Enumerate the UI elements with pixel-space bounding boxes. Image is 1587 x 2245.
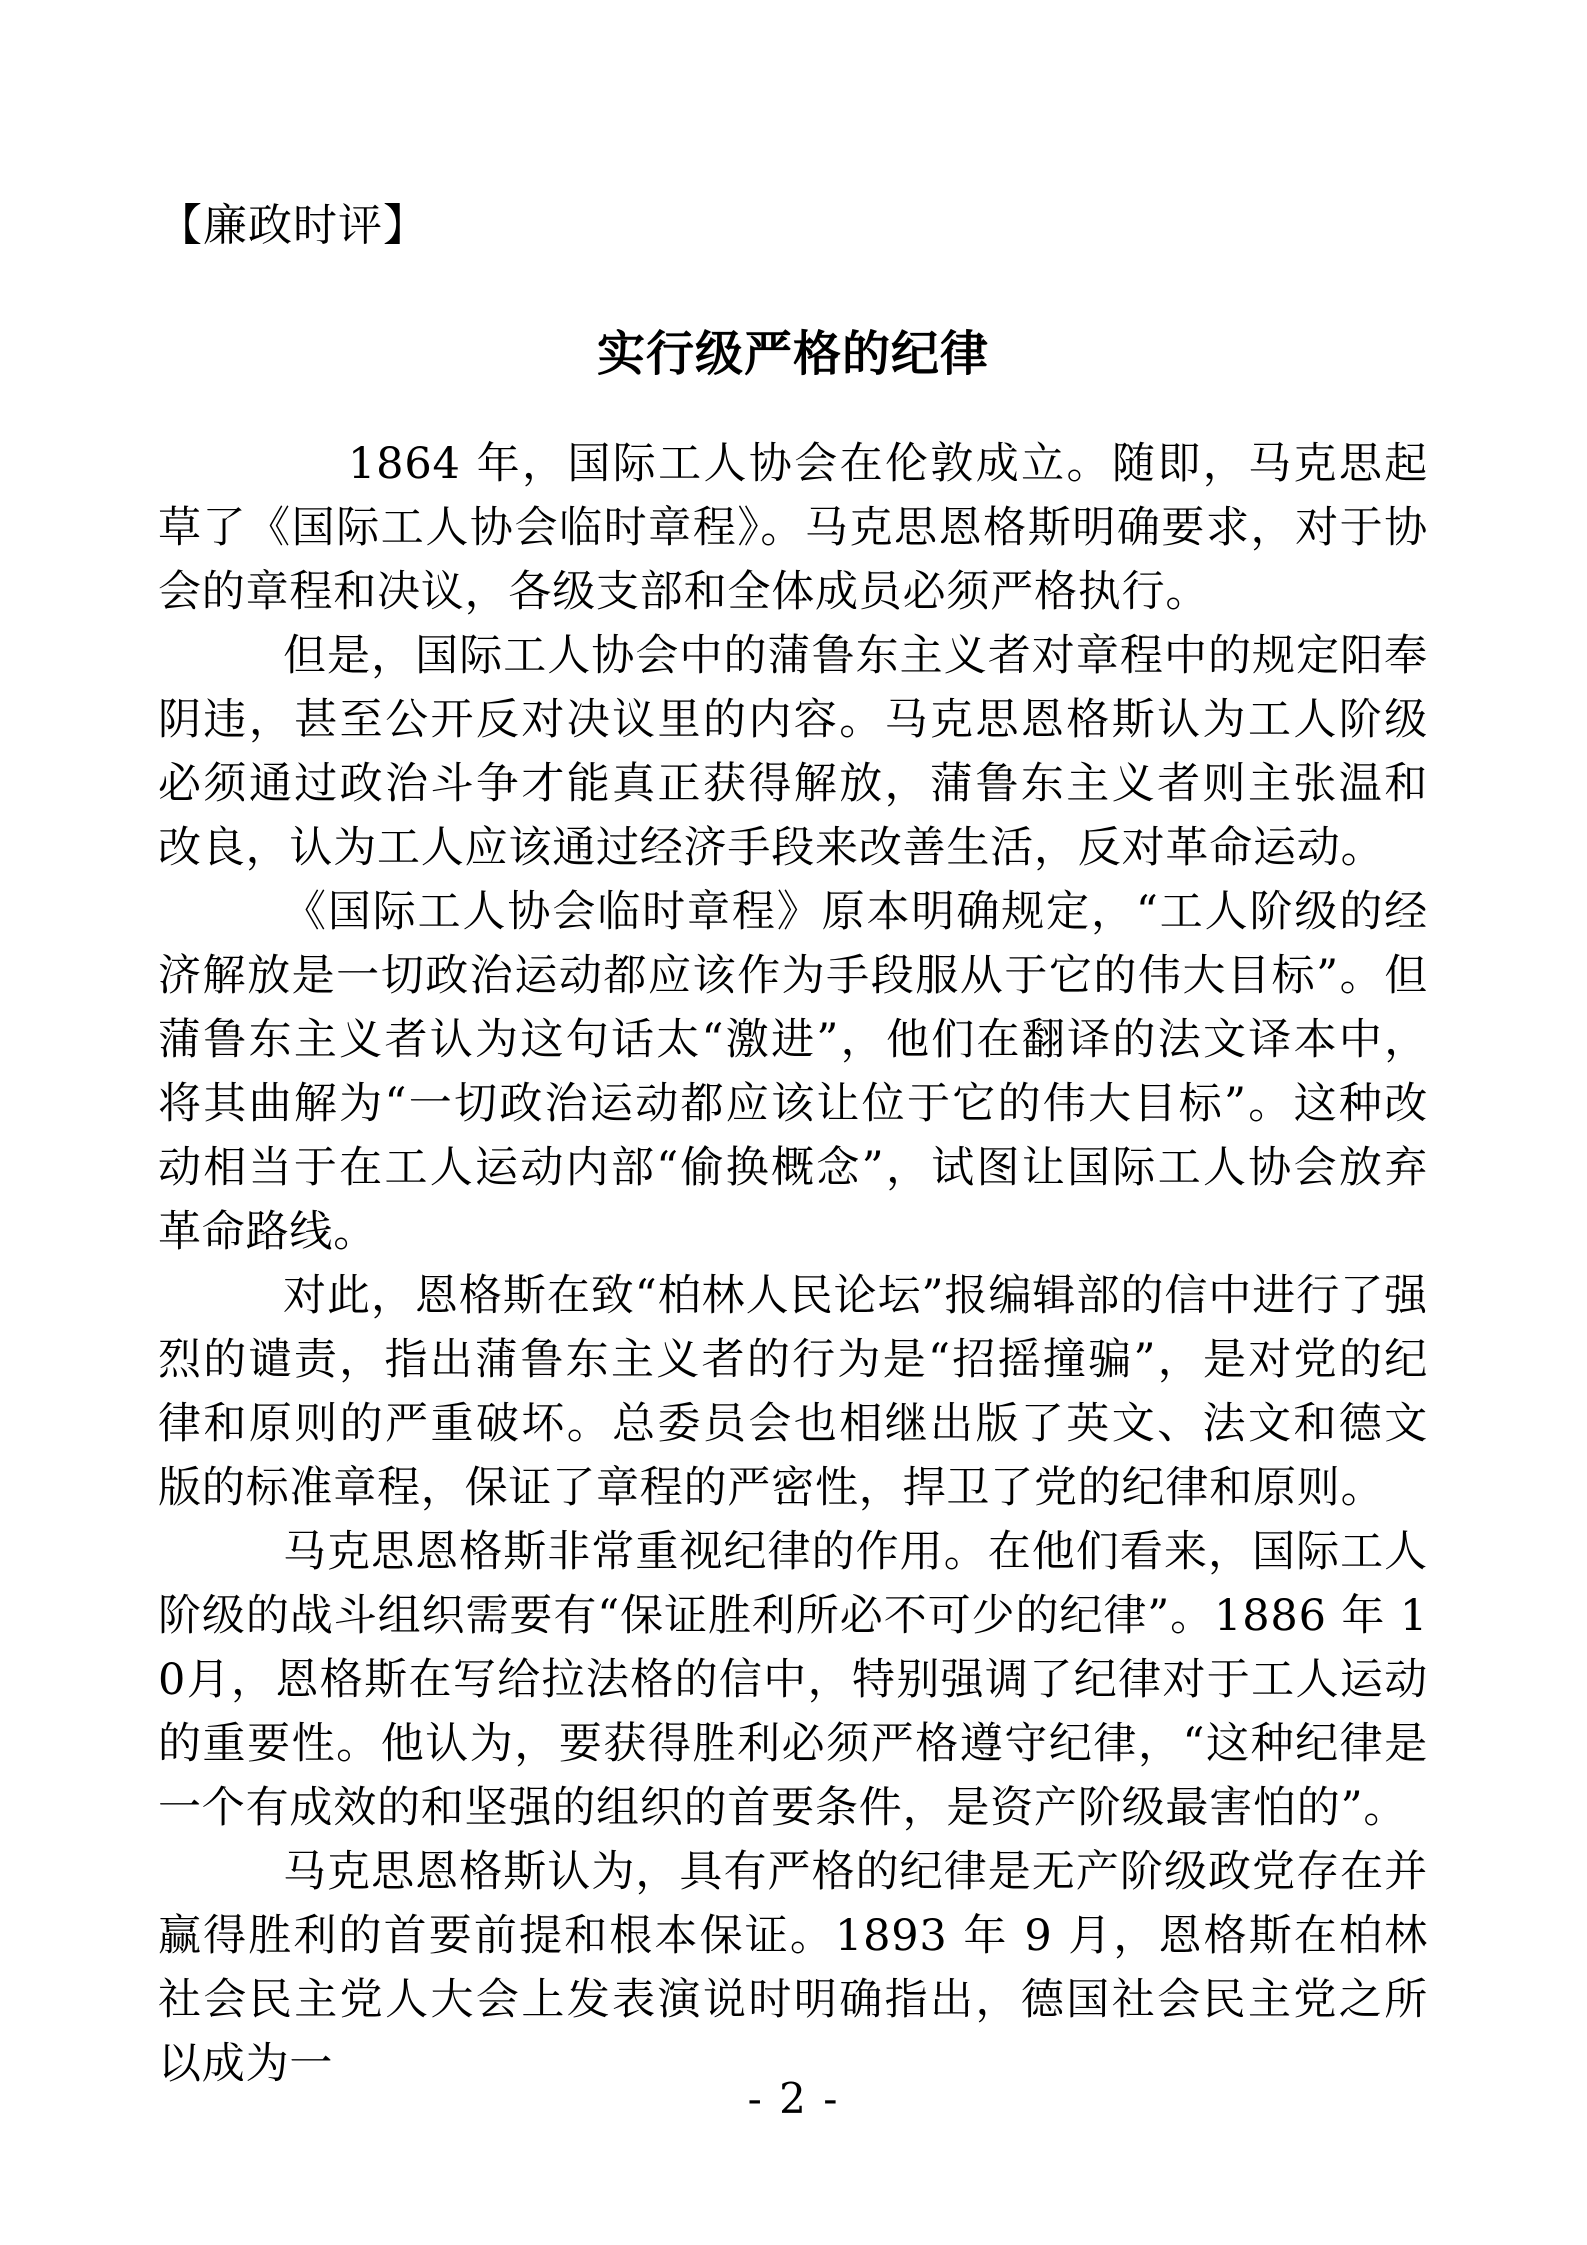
paragraph: 马克思恩格斯非常重视纪律的作用。在他们看来，国际工人阶级的战斗组织需要有“保证胜利所必不可少的纪律”。1886 年 10月，恩格斯在写给拉法格的信中，特别强调了纪律对于工人运动的重要性。他认为，要获得胜利必须严格遵守纪律，“这种纪律是一个有成效的和坚强的组织的首要条件，是资产阶级最害怕的”。: [158, 1527, 1428, 1834]
paragraph: 《国际工人协会临时章程》原本明确规定，“工人阶级的经济解放是一切政治运动都应该作为手段服从于它的伟大目标”。但蒲鲁东主义者认为这句话太“激进”，他们在翻译的法文译本中，将其曲解为“一切政治运动都应该让位于它的伟大目标”。这种改动相当于在工人运动内部“偷换概念”，试图让国际工人协会放弃革命路线。: [158, 887, 1428, 1258]
page-number: - 2 -: [747, 2074, 840, 2123]
paragraph: 对此，恩格斯在致“柏林人民论坛”报编辑部的信中进行了强烈的谴责，指出蒲鲁东主义者的行为是“招摇撞骗”，是对党的纪律和原则的严重破坏。总委员会也相继出版了英文、法文和德文版的标准章程，保证了章程的严密性，捍卫了党的纪律和原则。: [158, 1271, 1428, 1514]
paragraph: 但是，国际工人协会中的蒲鲁东主义者对章程中的规定阳奉阴违，甚至公开反对决议里的内容。马克思恩格斯认为工人阶级必须通过政治斗争才能真正获得解放，蒲鲁东主义者则主张温和改良，认为工人应该通过经济手段来改善生活，反对革命运动。: [158, 631, 1428, 874]
paragraph: 马克思恩格斯认为，具有严格的纪律是无产阶级政党存在并赢得胜利的首要前提和根本保证。1893 年 9 月，恩格斯在柏林社会民主党人大会上发表演说时明确指出，德国社会民主党之所以成为一: [158, 1847, 1428, 2090]
body-text: [158, 432, 1428, 2096]
paragraph: 1864 年，国际工人协会在伦敦成立。随即，马克思起草了《国际工人协会临时章程》。马克思恩格斯明确要求，对于协会的章程和决议，各级支部和全体成员必须严格执行。: [158, 439, 1428, 618]
page-title: 实行级严格的纪律: [596, 326, 989, 383]
section-tag: 【廉政时评】: [158, 200, 428, 251]
